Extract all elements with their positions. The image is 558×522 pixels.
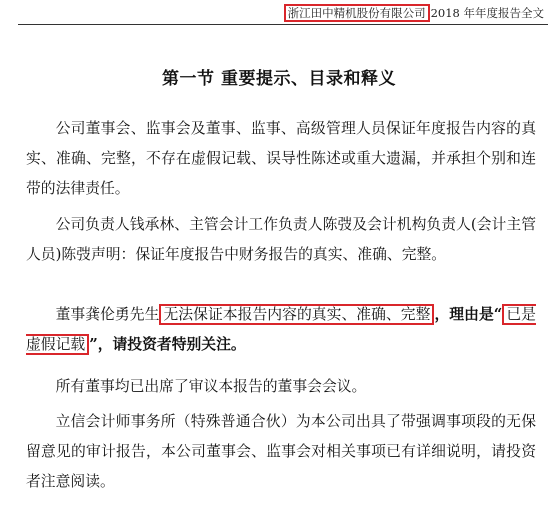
highlight-cannot-guarantee: 无法保证本报告内容的真实、准确、完整 (159, 304, 434, 325)
paragraph-audit-opinion: 立信会计师事务所（特殊普通合伙）为本公司出具了带强调事项段的无保留意见的审计报告，本公司董事会、监事会对相关事项已有详细说明，请投资者注意阅读。 (26, 413, 536, 490)
company-name: 浙江田中精机股份有限公司 (284, 4, 430, 22)
paragraph-board-guarantee: 公司董事会、监事会及董事、监事、高级管理人员保证年度报告内容的真实、准确、完整，不存在虚假记载、误导性陈述或重大遗漏，并承担个别和连带的法律责任。 (26, 120, 536, 197)
objection-suffix: ”，请投资者特别关注。 (89, 336, 246, 353)
objection-prefix: 董事龚伦勇先生 (55, 306, 160, 323)
page-header (0, 0, 558, 26)
paragraph-responsible-persons: 公司负责人钱承林、主管会计工作负责人陈弢及会计机构负责人(会计主管人员)陈弢声明：保证年度报告中财务报告的真实、准确、完整。 (26, 216, 536, 263)
highlight-false-record: 已是虚假记载 (26, 306, 536, 353)
header-text (284, 6, 544, 20)
section-title: 第一节 重要提示、目录和释义 (162, 69, 396, 89)
report-name: 2018 年年度报告全文 (430, 6, 544, 20)
paragraph-director-objection (26, 300, 536, 360)
paragraph-attendance: 所有董事均已出席了审议本报告的董事会会议。 (55, 378, 367, 395)
objection-reason-label: ，理由是“ (434, 306, 503, 323)
header-rule (18, 24, 548, 25)
